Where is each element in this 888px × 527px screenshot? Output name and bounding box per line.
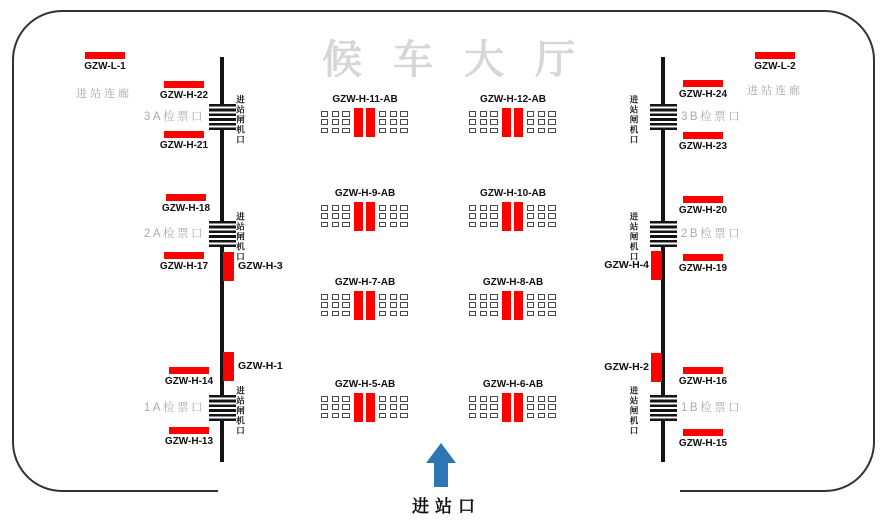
seat-square xyxy=(538,128,545,134)
seat-square xyxy=(342,119,349,125)
seat-square xyxy=(321,294,328,300)
seat-square xyxy=(469,128,476,134)
seat-square xyxy=(538,396,545,402)
seat-square xyxy=(379,111,386,117)
marker-label-gzw-h-16: GZW-H-16 xyxy=(678,376,728,387)
marker-bar-gzw-h-22 xyxy=(164,81,204,88)
marker-bar-gzw-h-4 xyxy=(651,251,662,280)
seat-grid-right xyxy=(527,294,556,316)
seat-block-body-gzw-h-6-ab xyxy=(469,393,557,423)
seat-grid-right xyxy=(379,111,408,133)
red-bench-b xyxy=(514,108,523,137)
seat-block-body-gzw-h-10-ab xyxy=(469,202,557,232)
seat-square xyxy=(390,311,397,317)
seat-square xyxy=(400,222,407,228)
seat-square xyxy=(538,311,545,317)
seat-block-body-gzw-h-7-ab xyxy=(321,291,409,321)
gate-label-3a: 3A检票口 xyxy=(143,111,205,123)
hall-title: 候车大厅 xyxy=(322,38,606,82)
gate-label-3b: 3B检票口 xyxy=(681,111,743,123)
seat-square xyxy=(400,396,407,402)
seat-square xyxy=(379,311,386,317)
seat-square xyxy=(480,294,487,300)
marker-bar-gzw-h-15 xyxy=(683,429,723,436)
seat-square xyxy=(548,396,555,402)
marker-label-gzw-h-15: GZW-H-15 xyxy=(678,438,728,449)
seat-square xyxy=(390,294,397,300)
seat-square xyxy=(469,413,476,419)
seat-square xyxy=(538,205,545,211)
seat-square xyxy=(342,302,349,308)
entrance-arrow-stem xyxy=(434,462,448,487)
marker-label-gzw-h-18: GZW-H-18 xyxy=(161,203,211,214)
marker-label-gzw-h-13: GZW-H-13 xyxy=(164,436,214,447)
marker-label-gzw-h-14: GZW-H-14 xyxy=(164,376,214,387)
marker-label-gzw-h-22: GZW-H-22 xyxy=(159,90,209,101)
seat-square xyxy=(390,213,397,219)
seat-square xyxy=(400,111,407,117)
seat-grid-left xyxy=(469,294,498,316)
seat-grid-right xyxy=(527,396,556,418)
seat-square xyxy=(538,404,545,410)
seat-square xyxy=(332,119,339,125)
marker-bar-gzw-h-3 xyxy=(223,252,234,281)
seat-square xyxy=(490,413,497,419)
marker-label-gzw-h-3: GZW-H-3 xyxy=(238,260,283,272)
red-bench-a xyxy=(354,108,363,137)
seat-square xyxy=(321,222,328,228)
red-bench-b xyxy=(366,108,375,137)
seat-square xyxy=(400,213,407,219)
seat-square xyxy=(480,128,487,134)
seat-square xyxy=(490,311,497,317)
gate-label-2a: 2A检票口 xyxy=(143,228,205,240)
seat-square xyxy=(548,294,555,300)
marker-label-gzw-h-23: GZW-H-23 xyxy=(678,141,728,152)
gate-2b-checkpoint xyxy=(650,221,677,247)
seat-square xyxy=(321,111,328,117)
seat-square xyxy=(332,404,339,410)
seat-square xyxy=(390,302,397,308)
marker-bar-gzw-h-17 xyxy=(164,252,204,259)
seat-square xyxy=(469,311,476,317)
seat-square xyxy=(527,396,534,402)
seat-block-body-gzw-h-5-ab xyxy=(321,393,409,423)
seat-square xyxy=(332,111,339,117)
seat-square xyxy=(332,222,339,228)
seat-square xyxy=(379,294,386,300)
seat-square xyxy=(400,128,407,134)
seat-square xyxy=(390,111,397,117)
seat-square xyxy=(379,119,386,125)
marker-bar-gzw-h-18 xyxy=(166,194,206,201)
seat-block-label-gzw-h-7-ab: GZW-H-7-AB xyxy=(334,277,396,288)
seat-grid-left xyxy=(321,396,350,418)
marker-bar-gzw-l-2 xyxy=(755,52,795,59)
seat-block-gzw-h-7-ab xyxy=(321,277,409,323)
seat-square xyxy=(527,294,534,300)
seat-square xyxy=(342,205,349,211)
seat-grid-right xyxy=(527,111,556,133)
seat-block-gzw-h-8-ab xyxy=(469,277,557,323)
seat-square xyxy=(480,396,487,402)
seat-grid-left xyxy=(321,294,350,316)
seat-grid-right xyxy=(379,294,408,316)
seat-block-label-gzw-h-6-ab: GZW-H-6-AB xyxy=(482,379,544,390)
seat-square xyxy=(548,222,555,228)
seat-square xyxy=(342,294,349,300)
seat-square xyxy=(527,413,534,419)
marker-bar-gzw-h-20 xyxy=(683,196,723,203)
seat-square xyxy=(400,404,407,410)
seat-square xyxy=(527,111,534,117)
red-bench-a xyxy=(354,202,363,231)
seat-grid-left xyxy=(321,111,350,133)
seat-square xyxy=(379,205,386,211)
seat-block-body-gzw-h-11-ab xyxy=(321,108,409,138)
seat-square xyxy=(379,222,386,228)
seat-square xyxy=(379,413,386,419)
seat-square xyxy=(469,213,476,219)
gate-machine-label-1a: 进站闸机口 xyxy=(235,386,246,436)
seat-square xyxy=(332,294,339,300)
seat-grid-left xyxy=(469,111,498,133)
seat-block-body-gzw-h-9-ab xyxy=(321,202,409,232)
seat-square xyxy=(469,222,476,228)
seat-square xyxy=(548,205,555,211)
seat-block-label-gzw-h-12-ab: GZW-H-12-AB xyxy=(480,94,546,105)
seat-square xyxy=(342,128,349,134)
seat-square xyxy=(480,404,487,410)
seat-square xyxy=(342,396,349,402)
seat-square xyxy=(469,119,476,125)
seat-square xyxy=(548,413,555,419)
seat-square xyxy=(332,205,339,211)
seat-square xyxy=(548,119,555,125)
seat-square xyxy=(469,111,476,117)
seat-square xyxy=(490,404,497,410)
red-bench-b xyxy=(366,393,375,422)
gate-label-1b: 1B检票口 xyxy=(681,402,743,414)
marker-bar-gzw-h-21 xyxy=(164,131,204,138)
seat-square xyxy=(490,294,497,300)
seat-block-label-gzw-h-9-ab: GZW-H-9-AB xyxy=(334,188,396,199)
seat-block-gzw-h-11-ab xyxy=(321,94,409,140)
marker-label-gzw-h-19: GZW-H-19 xyxy=(678,263,728,274)
marker-label-gzw-h-21: GZW-H-21 xyxy=(159,140,209,151)
seat-square xyxy=(469,294,476,300)
entrance-label: 进站口 xyxy=(412,497,481,516)
seat-square xyxy=(548,311,555,317)
red-bench-b xyxy=(514,291,523,320)
seat-square xyxy=(321,128,328,134)
gate-1a-checkpoint xyxy=(209,395,236,421)
seat-square xyxy=(538,413,545,419)
seat-square xyxy=(332,213,339,219)
seat-square xyxy=(342,413,349,419)
red-bench-a xyxy=(502,393,511,422)
seat-square xyxy=(527,311,534,317)
red-bench-b xyxy=(514,202,523,231)
gate-1b-checkpoint xyxy=(650,395,677,421)
seat-square xyxy=(342,311,349,317)
seat-square xyxy=(490,213,497,219)
seat-square xyxy=(342,404,349,410)
seat-square xyxy=(538,302,545,308)
seat-square xyxy=(490,302,497,308)
red-bench-a xyxy=(502,108,511,137)
seat-square xyxy=(321,404,328,410)
marker-bar-gzw-h-19 xyxy=(683,254,723,261)
waiting-hall-outline xyxy=(12,10,875,492)
marker-bar-gzw-h-23 xyxy=(683,132,723,139)
seat-square xyxy=(379,396,386,402)
seat-square xyxy=(332,311,339,317)
marker-label-gzw-h-20: GZW-H-20 xyxy=(678,205,728,216)
seat-block-gzw-h-10-ab xyxy=(469,188,557,234)
seat-square xyxy=(480,205,487,211)
marker-label-gzw-l-1: GZW-L-1 xyxy=(84,61,126,72)
red-bench-b xyxy=(514,393,523,422)
seat-square xyxy=(490,128,497,134)
seat-square xyxy=(379,213,386,219)
marker-bar-gzw-l-1 xyxy=(85,52,125,59)
seat-square xyxy=(527,205,534,211)
seat-square xyxy=(321,213,328,219)
seat-square xyxy=(400,413,407,419)
seat-square xyxy=(480,311,487,317)
seat-block-gzw-h-5-ab xyxy=(321,379,409,425)
seat-grid-right xyxy=(527,205,556,227)
gate-machine-label-2b: 进站闸机口 xyxy=(629,212,639,262)
seat-square xyxy=(538,294,545,300)
gate-machine-label-3a: 进站闸机口 xyxy=(235,95,246,145)
seat-square xyxy=(332,413,339,419)
seat-square xyxy=(469,396,476,402)
marker-label-gzw-h-1: GZW-H-1 xyxy=(238,360,283,372)
seat-block-label-gzw-h-11-ab: GZW-H-11-AB xyxy=(332,94,398,105)
seat-square xyxy=(400,311,407,317)
seat-square xyxy=(490,119,497,125)
seat-grid-left xyxy=(469,205,498,227)
gate-machine-label-2a: 进站闸机口 xyxy=(235,212,246,262)
seat-square xyxy=(480,222,487,228)
red-bench-b xyxy=(366,291,375,320)
red-bench-a xyxy=(354,393,363,422)
gate-label-2b: 2B检票口 xyxy=(681,228,743,240)
seat-square xyxy=(490,222,497,228)
seat-square xyxy=(538,213,545,219)
seat-square xyxy=(400,205,407,211)
gate-2a-checkpoint xyxy=(209,221,236,247)
seat-square xyxy=(527,128,534,134)
seat-square xyxy=(321,396,328,402)
corridor-text-right: 进站连廊 xyxy=(747,85,803,97)
seat-square xyxy=(321,302,328,308)
seat-square xyxy=(390,128,397,134)
marker-label-gzw-h-4: GZW-H-4 xyxy=(604,259,649,271)
seat-square xyxy=(332,128,339,134)
marker-bar-gzw-h-2 xyxy=(651,353,662,382)
red-bench-a xyxy=(502,202,511,231)
marker-bar-gzw-h-13 xyxy=(169,427,209,434)
seat-square xyxy=(469,302,476,308)
seat-square xyxy=(480,119,487,125)
seat-square xyxy=(527,302,534,308)
seat-square xyxy=(538,119,545,125)
marker-bar-gzw-h-16 xyxy=(683,367,723,374)
seat-block-label-gzw-h-10-ab: GZW-H-10-AB xyxy=(480,188,546,199)
red-bench-b xyxy=(366,202,375,231)
seat-square xyxy=(379,302,386,308)
seat-square xyxy=(400,294,407,300)
seat-square xyxy=(342,111,349,117)
seat-block-body-gzw-h-8-ab xyxy=(469,291,557,321)
seat-square xyxy=(469,205,476,211)
seat-grid-right xyxy=(379,396,408,418)
gate-machine-label-3b: 进站闸机口 xyxy=(629,95,639,145)
seat-block-gzw-h-9-ab xyxy=(321,188,409,234)
seat-square xyxy=(342,222,349,228)
seat-square xyxy=(342,213,349,219)
seat-square xyxy=(527,404,534,410)
seat-block-label-gzw-h-5-ab: GZW-H-5-AB xyxy=(334,379,396,390)
seat-square xyxy=(332,302,339,308)
seat-block-label-gzw-h-8-ab: GZW-H-8-AB xyxy=(482,277,544,288)
seat-square xyxy=(390,222,397,228)
seat-square xyxy=(390,119,397,125)
seat-square xyxy=(390,396,397,402)
seat-square xyxy=(527,222,534,228)
seat-square xyxy=(321,311,328,317)
seat-block-gzw-h-6-ab xyxy=(469,379,557,425)
seat-square xyxy=(400,119,407,125)
red-bench-a xyxy=(502,291,511,320)
seat-square xyxy=(321,205,328,211)
entrance-arrow-icon xyxy=(426,443,456,463)
seat-square xyxy=(480,413,487,419)
gate-3b-checkpoint xyxy=(650,104,677,130)
seat-square xyxy=(548,128,555,134)
seat-square xyxy=(480,302,487,308)
seat-square xyxy=(538,111,545,117)
marker-label-gzw-h-17: GZW-H-17 xyxy=(159,261,209,272)
marker-bar-gzw-h-1 xyxy=(223,352,234,381)
seat-square xyxy=(490,205,497,211)
gate-label-1a: 1A检票口 xyxy=(143,402,205,414)
seat-block-gzw-h-12-ab xyxy=(469,94,557,140)
seat-square xyxy=(390,404,397,410)
seat-square xyxy=(480,111,487,117)
seat-square xyxy=(400,302,407,308)
seat-grid-left xyxy=(321,205,350,227)
seat-grid-right xyxy=(379,205,408,227)
seat-square xyxy=(548,111,555,117)
seat-square xyxy=(538,222,545,228)
seat-square xyxy=(379,404,386,410)
marker-bar-gzw-h-14 xyxy=(169,367,209,374)
gate-machine-label-1b: 进站闸机口 xyxy=(629,386,639,436)
marker-label-gzw-l-2: GZW-L-2 xyxy=(754,61,796,72)
seat-square xyxy=(490,111,497,117)
seat-square xyxy=(527,119,534,125)
seat-square xyxy=(390,413,397,419)
marker-label-gzw-h-24: GZW-H-24 xyxy=(678,89,728,100)
seat-square xyxy=(490,396,497,402)
corridor-text-left: 进站连廊 xyxy=(76,88,132,100)
seat-square xyxy=(332,396,339,402)
seat-square xyxy=(527,213,534,219)
seat-square xyxy=(548,302,555,308)
gate-3a-checkpoint xyxy=(209,104,236,130)
seat-block-body-gzw-h-12-ab xyxy=(469,108,557,138)
seat-square xyxy=(548,404,555,410)
seat-square xyxy=(480,213,487,219)
marker-label-gzw-h-2: GZW-H-2 xyxy=(604,361,649,373)
red-bench-a xyxy=(354,291,363,320)
seat-square xyxy=(469,404,476,410)
seat-square xyxy=(390,205,397,211)
seat-square xyxy=(321,413,328,419)
seat-square xyxy=(548,213,555,219)
marker-bar-gzw-h-24 xyxy=(683,80,723,87)
seat-grid-left xyxy=(469,396,498,418)
seat-square xyxy=(321,119,328,125)
seat-square xyxy=(379,128,386,134)
